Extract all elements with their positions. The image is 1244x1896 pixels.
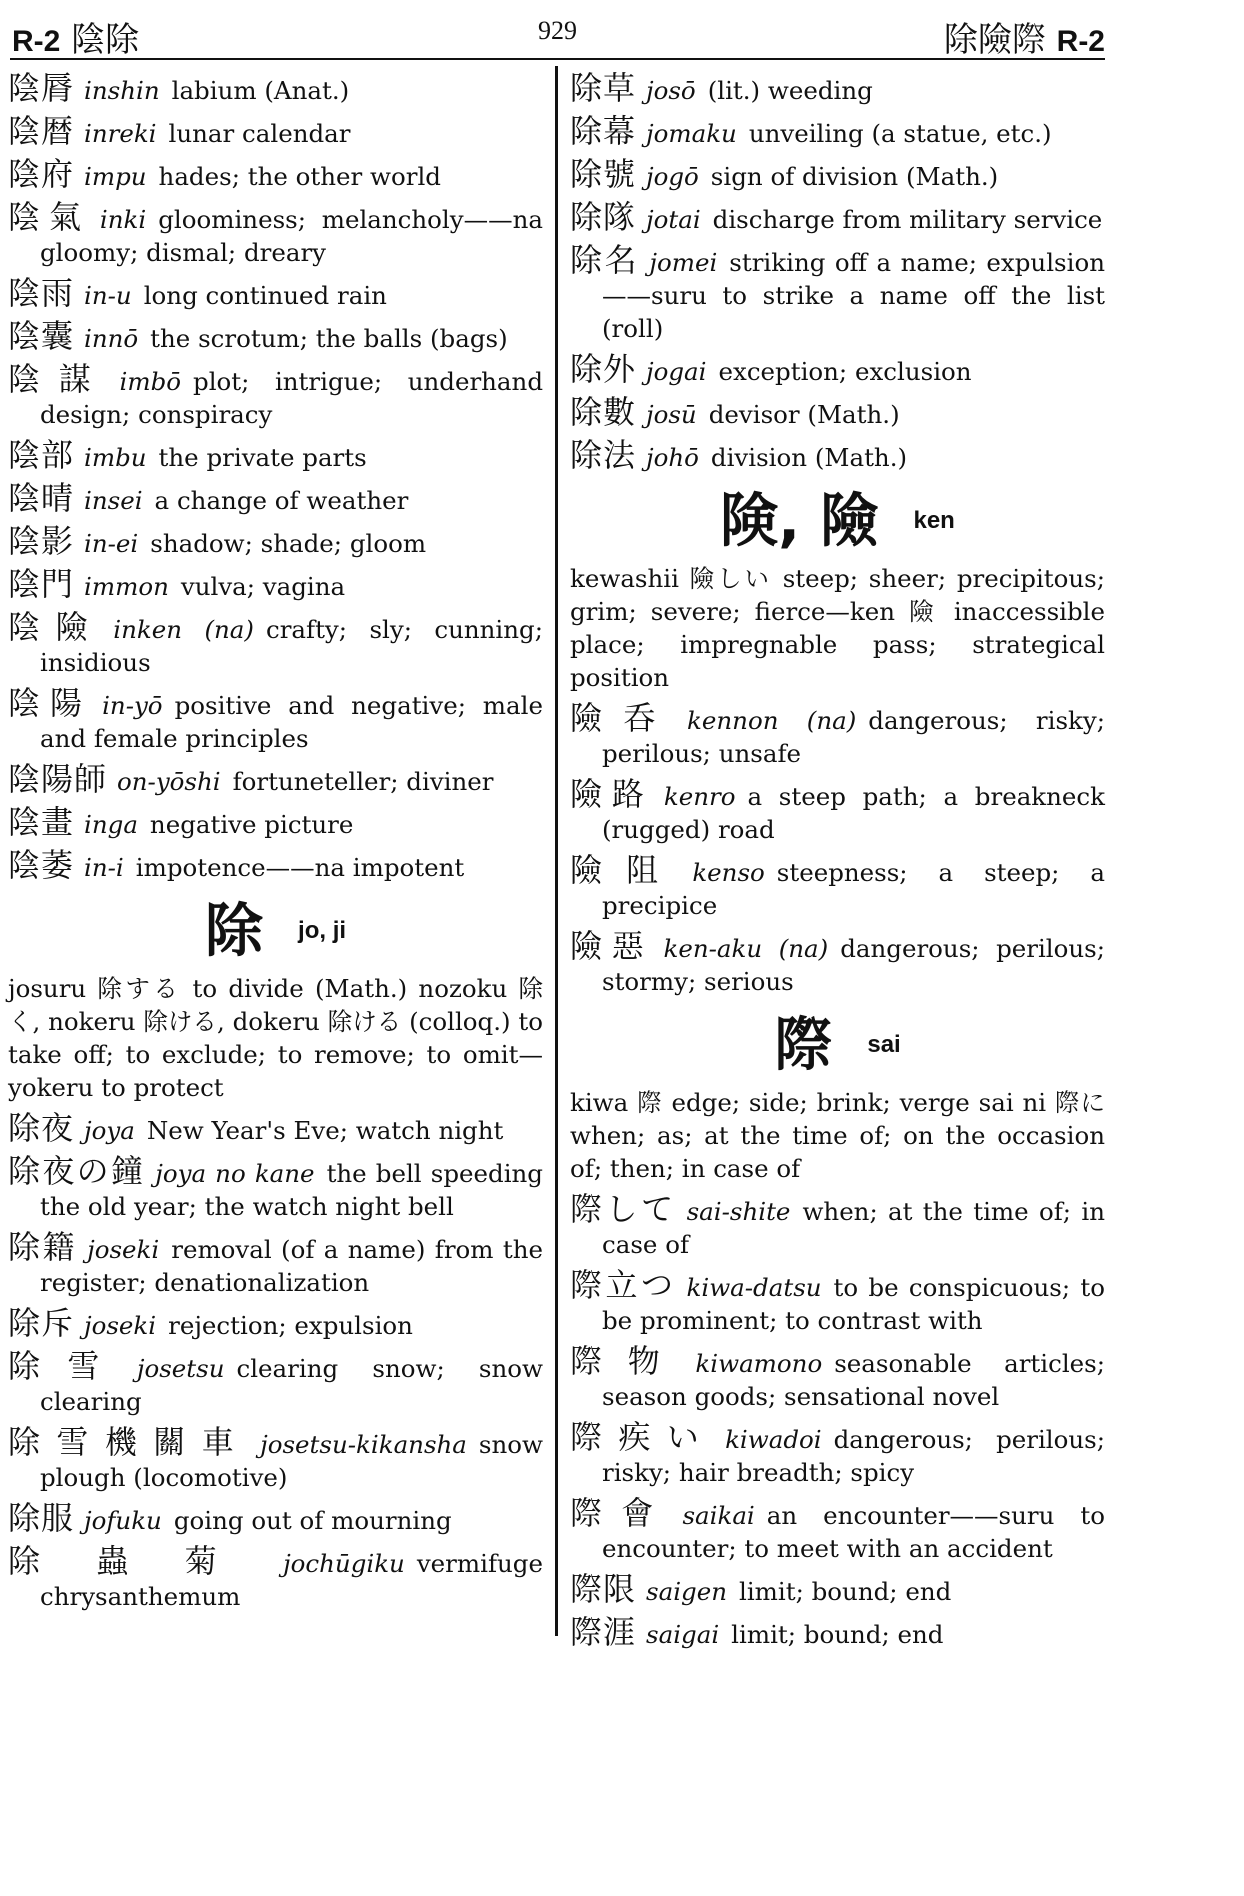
entry-gloss: sign of division (Math.)	[710, 162, 999, 191]
dictionary-entry	[8, 317, 543, 355]
entry-kanji: 除雪	[8, 1347, 127, 1385]
entry-romaji: inken (na)	[113, 615, 254, 644]
entry-romaji: jotai	[646, 205, 701, 234]
entry-gloss: hades; the other world	[158, 162, 441, 191]
dictionary-entry	[570, 851, 1105, 922]
entry-romaji: sai-shite	[686, 1197, 791, 1226]
entry-kanji: 除幕	[570, 112, 637, 150]
dictionary-entry	[8, 522, 543, 560]
entry-romaji: imbu	[84, 443, 147, 472]
entry-romaji: innō	[84, 324, 139, 353]
entry-gloss: impotence——na impotent	[135, 853, 465, 882]
dictionary-entry	[570, 112, 1105, 150]
entry-romaji: josetsu	[136, 1354, 225, 1383]
entry-romaji: kenso	[692, 858, 765, 887]
entry-gloss: dangerous; perilous; risky; hair breadth; spicy	[602, 1425, 1105, 1487]
heading-reading: sai	[867, 1030, 901, 1058]
entry-list	[570, 699, 1105, 998]
entry-gloss: plot; intrigue; underhand design; conspiracy	[40, 367, 543, 429]
entry-kanji: 際會	[570, 1494, 673, 1532]
entry-gloss: a change of weather	[154, 486, 409, 515]
entry-kanji: 除籍	[8, 1228, 78, 1266]
section-intro: kewashii 險しい steep; sheer; precipitous; grim; severe; fierce—ken 險 inaccessible place; impregnable pass; strategical position	[570, 564, 1105, 692]
entry-romaji: jogai	[646, 357, 707, 386]
heading-kanji: 険, 險	[720, 486, 879, 555]
entry-kanji: 除號	[570, 155, 637, 193]
dictionary-entry	[8, 760, 543, 798]
entry-romaji: joseki	[84, 1311, 157, 1340]
entry-romaji: josū	[646, 400, 697, 429]
entry-gloss: (lit.) weeding	[707, 76, 873, 105]
entry-gloss: division (Math.)	[710, 443, 908, 472]
entry-gloss: limit; bound; end	[731, 1620, 944, 1649]
entry-gloss: exception; exclusion	[718, 357, 972, 386]
entry-romaji: saigai	[646, 1620, 720, 1649]
entry-kanji: 陰陽	[8, 684, 93, 722]
entry-gloss: striking off a name; expulsion——suru to strike a name off the list (roll)	[602, 248, 1105, 343]
section-label-left: R-2	[12, 25, 61, 58]
entry-romaji: saigen	[646, 1577, 727, 1606]
entry-romaji: in-yō	[102, 691, 163, 720]
dictionary-entry	[570, 699, 1105, 770]
dictionary-entry	[570, 1570, 1105, 1608]
entry-romaji: jofuku	[84, 1506, 162, 1535]
entry-romaji: joya	[84, 1116, 135, 1145]
entry-gloss: vulva; vagina	[180, 572, 346, 601]
entry-gloss: positive and negative; male and female principles	[40, 691, 543, 753]
page-header	[10, 6, 1105, 60]
entry-gloss: to be conspicuous; to be prominent; to contrast with	[602, 1273, 1105, 1335]
entry-gloss: the bell speeding the old year; the watch night bell	[40, 1159, 543, 1221]
dictionary-entry	[570, 198, 1105, 236]
entry-romaji: kiwadoi	[725, 1425, 822, 1454]
entry-kanji: 險呑	[570, 699, 678, 737]
entry-gloss: dangerous; risky; perilous; unsafe	[602, 706, 1105, 768]
entry-gloss: steepness; a steep; a precipice	[602, 858, 1105, 920]
dictionary-entry	[8, 1423, 543, 1494]
entry-gloss: when; at the time of; in case of	[602, 1197, 1105, 1259]
entry-kanji: 際立つ	[570, 1266, 677, 1304]
section-heading-sai	[570, 1008, 1105, 1080]
entry-romaji: josetsu-kikansha	[260, 1430, 467, 1459]
dictionary-entry	[8, 1109, 543, 1147]
dictionary-entry	[570, 1266, 1105, 1337]
entry-gloss: discharge from military service	[712, 205, 1103, 234]
dictionary-entry	[570, 927, 1105, 998]
entry-gloss: vermifuge chrysanthemum	[40, 1549, 543, 1611]
entry-kanji: 險阻	[570, 851, 683, 889]
entry-kanji: 除隊	[570, 198, 637, 236]
entry-gloss: clearing snow; snow clearing	[40, 1354, 543, 1416]
dictionary-entry	[8, 360, 543, 431]
entry-kanji: 際物	[570, 1342, 686, 1380]
dictionary-entry	[8, 565, 543, 603]
dictionary-entry	[570, 1342, 1105, 1413]
dictionary-entry	[8, 198, 543, 269]
entry-gloss: labium (Anat.)	[171, 76, 350, 105]
entry-romaji: inga	[84, 810, 138, 839]
entry-kanji: 除數	[570, 393, 637, 431]
section-heading-jo	[8, 894, 543, 966]
section-label-right: R-2	[1056, 25, 1105, 58]
header-kanji-left: 陰除	[71, 20, 140, 60]
heading-reading: ken	[913, 506, 955, 534]
header-right	[944, 12, 1105, 61]
entry-kanji: 陰險	[8, 608, 104, 646]
entry-romaji: on-yōshi	[117, 767, 221, 796]
dictionary-entry	[570, 1418, 1105, 1489]
entry-kanji: 除雪機關車	[8, 1423, 251, 1461]
entry-romaji: kennon (na)	[687, 706, 857, 735]
entry-gloss: an encounter——suru to encounter; to meet with an accident	[602, 1501, 1105, 1563]
dictionary-entry	[8, 1499, 543, 1537]
entry-romaji: saikai	[682, 1501, 755, 1530]
dictionary-entry	[8, 1152, 543, 1223]
entry-romaji: inki	[99, 205, 147, 234]
dictionary-entry	[8, 1542, 543, 1613]
entry-kanji: 陰謀	[8, 360, 110, 398]
dictionary-entry	[570, 775, 1105, 846]
entry-gloss: dangerous; perilous; stormy; serious	[602, 934, 1105, 996]
entry-kanji: 陰府	[8, 155, 75, 193]
entry-kanji: 際疾い	[570, 1418, 716, 1456]
right-column	[570, 69, 1105, 1676]
entry-romaji: joseki	[87, 1235, 160, 1264]
entry-romaji: ken-aku (na)	[663, 934, 829, 963]
entry-kanji: 陰暦	[8, 112, 75, 150]
entry-romaji: joya no kane	[155, 1159, 315, 1188]
entry-gloss: seasonable articles; season goods; sensational novel	[602, 1349, 1105, 1411]
entry-kanji: 陰脣	[8, 69, 75, 107]
dictionary-entry	[570, 241, 1105, 345]
entry-kanji: 陰門	[8, 565, 75, 603]
entry-kanji: 除蟲菊	[8, 1542, 274, 1580]
entry-gloss: crafty; sly; cunning; insidious	[40, 615, 543, 677]
entry-kanji: 除法	[570, 436, 637, 474]
entry-gloss: rejection; expulsion	[168, 1311, 413, 1340]
entry-gloss: unveiling (a statue, etc.)	[748, 119, 1052, 148]
entry-kanji: 陰晴	[8, 479, 75, 517]
entry-romaji: jomei	[649, 248, 718, 277]
entry-kanji: 際限	[570, 1570, 637, 1608]
section-heading-ken	[570, 484, 1105, 556]
entry-romaji: johō	[646, 443, 699, 472]
entry-romaji: inshin	[84, 76, 160, 105]
dictionary-entry	[8, 608, 543, 679]
dictionary-entry	[8, 112, 543, 150]
entry-kanji: 除草	[570, 69, 637, 107]
entry-gloss: snow plough (locomotive)	[40, 1430, 543, 1492]
entry-romaji: imbō	[119, 367, 182, 396]
entry-gloss: fortuneteller; diviner	[232, 767, 494, 796]
entry-romaji: impu	[84, 162, 147, 191]
dictionary-entry	[570, 69, 1105, 107]
entry-list	[8, 1109, 543, 1613]
entry-gloss: shadow; shade; gloom	[150, 529, 427, 558]
entry-kanji: 際涯	[570, 1613, 637, 1651]
heading-kanji: 除	[204, 896, 263, 965]
dictionary-entry	[8, 1304, 543, 1342]
section-intro: kiwa 際 edge; side; brink; verge sai ni 際に when; as; at the time of; on the occasion of; then; in case of	[570, 1088, 1105, 1183]
entry-gloss: New Year's Eve; watch night	[146, 1116, 504, 1145]
entry-kanji: 陰部	[8, 436, 75, 474]
left-column	[8, 69, 543, 1676]
dictionary-entry	[8, 155, 543, 193]
entry-romaji: in-i	[84, 853, 124, 882]
dictionary-entry	[570, 1190, 1105, 1261]
entry-romaji: kenro	[663, 782, 736, 811]
entry-kanji: 除外	[570, 350, 637, 388]
entry-romaji: kiwa-datsu	[686, 1273, 822, 1302]
entry-kanji: 陰陽師	[8, 760, 108, 798]
entry-kanji: 陰畫	[8, 803, 75, 841]
entry-kanji: 陰囊	[8, 317, 75, 355]
entry-gloss: devisor (Math.)	[708, 400, 900, 429]
page-number: 929	[538, 16, 577, 45]
entry-romaji: insei	[84, 486, 143, 515]
dictionary-entry	[8, 69, 543, 107]
dictionary-entry	[570, 1613, 1105, 1651]
entry-romaji: josō	[646, 76, 696, 105]
dictionary-entry	[8, 479, 543, 517]
dictionary-entry	[8, 274, 543, 312]
entry-romaji: immon	[84, 572, 169, 601]
entry-list	[8, 69, 543, 884]
entry-kanji: 險惡	[570, 927, 654, 965]
entry-kanji: 險路	[570, 775, 654, 813]
dictionary-entry	[8, 803, 543, 841]
dictionary-entry	[570, 393, 1105, 431]
entry-kanji: 陰影	[8, 522, 75, 560]
dictionary-entry	[8, 684, 543, 755]
dictionary-entry	[570, 155, 1105, 193]
heading-reading: jo, ji	[298, 916, 347, 944]
entry-gloss: limit; bound; end	[739, 1577, 952, 1606]
dictionary-entry	[570, 1494, 1105, 1565]
entry-gloss: removal (of a name) from the register; denationalization	[40, 1235, 543, 1297]
entry-gloss: long continued rain	[143, 281, 387, 310]
entry-list	[570, 1190, 1105, 1651]
entry-kanji: 除斥	[8, 1304, 75, 1342]
entry-gloss: gloominess; melancholy——na gloomy; dismal; dreary	[40, 205, 543, 267]
column-divider	[555, 66, 558, 1636]
heading-kanji: 際	[774, 1010, 833, 1079]
entry-romaji: jochūgiku	[283, 1549, 405, 1578]
entry-romaji: in-ei	[84, 529, 139, 558]
entry-gloss: a steep path; a breakneck (rugged) road	[602, 782, 1105, 844]
entry-gloss: lunar calendar	[168, 119, 351, 148]
entry-kanji: 陰氣	[8, 198, 90, 236]
entry-kanji: 除服	[8, 1499, 75, 1537]
entry-romaji: inreki	[84, 119, 157, 148]
entry-gloss: negative picture	[149, 810, 354, 839]
section-intro: josuru 除する to divide (Math.) nozoku 除く, nokeru 除ける, dokeru 除ける (colloq.) to take off; to exclude; to remove; to omit—yokeru to protect	[8, 974, 543, 1102]
entry-gloss: going out of mourning	[173, 1506, 452, 1535]
entry-romaji: kiwamono	[695, 1349, 823, 1378]
entry-kanji: 除名	[570, 241, 640, 279]
entry-romaji: jogō	[646, 162, 699, 191]
entry-kanji: 際して	[570, 1190, 677, 1228]
entry-romaji: in-u	[84, 281, 132, 310]
entry-gloss: the private parts	[158, 443, 367, 472]
entry-kanji: 陰雨	[8, 274, 75, 312]
entry-kanji: 陰萎	[8, 846, 75, 884]
dictionary-entry	[8, 1228, 543, 1299]
entry-kanji: 除夜の鐘	[8, 1152, 146, 1190]
dictionary-entry	[570, 436, 1105, 474]
dictionary-entry	[8, 436, 543, 474]
dictionary-entry	[8, 1347, 543, 1418]
dictionary-entry	[8, 846, 543, 884]
entry-kanji: 除夜	[8, 1109, 75, 1147]
dictionary-entry	[570, 350, 1105, 388]
header-kanji-right: 除險際	[943, 20, 1046, 60]
entry-romaji: jomaku	[646, 119, 737, 148]
entry-list	[570, 69, 1105, 474]
entry-gloss: the scrotum; the balls (bags)	[150, 324, 508, 353]
